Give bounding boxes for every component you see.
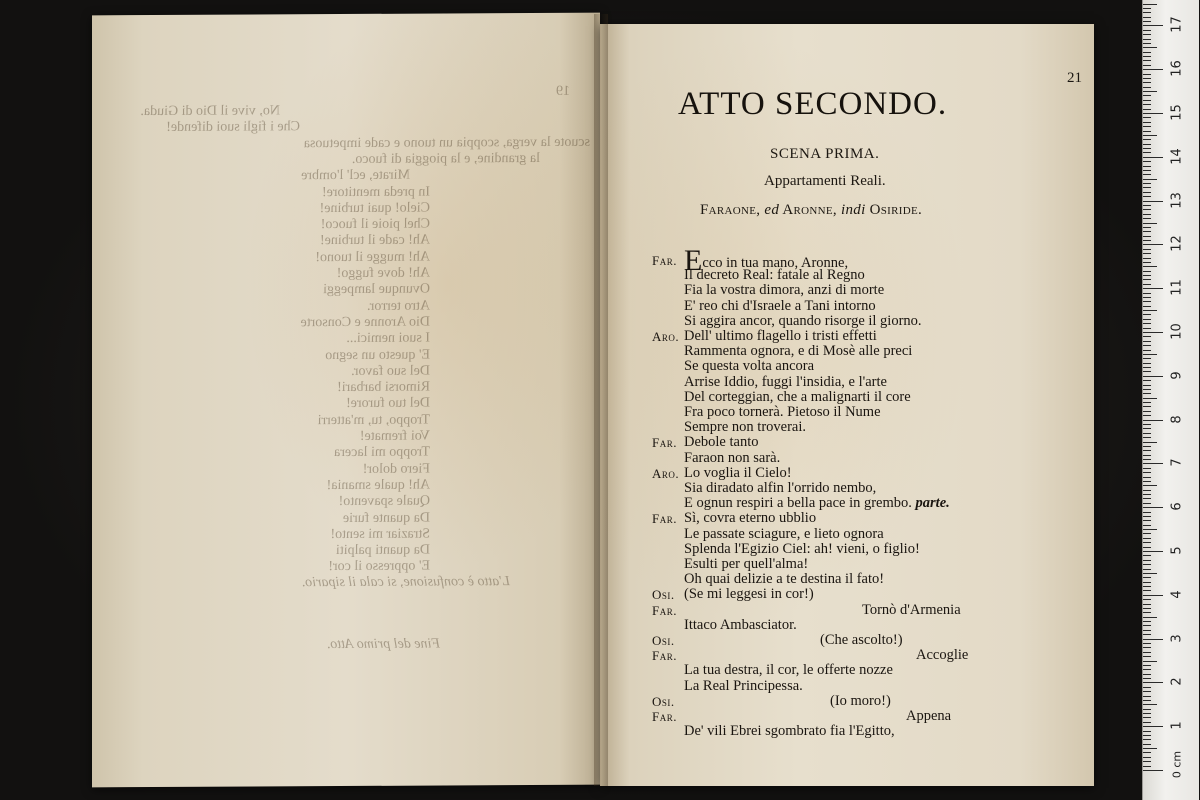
- ruler-tick: [1143, 516, 1151, 517]
- verse-line: [820, 632, 903, 649]
- ruler-tick: [1143, 69, 1163, 70]
- ruler-tick: [1143, 744, 1151, 745]
- ruler-tick: [1143, 131, 1151, 132]
- verse-text: Sempre non troverai.: [684, 419, 807, 436]
- verse-text: Si aggira ancor, quando risorge il giorno.: [684, 312, 922, 329]
- speaker-label: Far.: [652, 253, 677, 268]
- bleed-act-end: Fine del primo Atto.: [326, 636, 440, 653]
- ruler-tick: [1143, 192, 1151, 193]
- ruler-tick: [1143, 223, 1157, 224]
- ruler-tick: [1143, 770, 1163, 771]
- bleed-line: Dio Aronne e Consorte: [300, 314, 430, 331]
- ruler-number: 6: [1169, 502, 1185, 511]
- ruler-tick: [1143, 433, 1151, 434]
- ruler-tick: [1143, 402, 1151, 403]
- verse-text: Ittaco Ambasciator.: [684, 616, 797, 633]
- ruler-tick: [1143, 157, 1163, 158]
- bleed-line: Del tuo furore!: [346, 395, 430, 412]
- bleed-line: Ah! quale smania!: [326, 477, 430, 493]
- ruler-tick: [1143, 643, 1151, 644]
- ruler-tick: [1143, 196, 1151, 197]
- ruler-tick: [1143, 761, 1151, 762]
- verse-text: La tua destra, il cor, le offerte nozze: [684, 662, 893, 679]
- ruler-tick: [1143, 231, 1151, 232]
- ruler-tick: [1143, 582, 1151, 583]
- ruler-tick: [1143, 687, 1151, 688]
- ruler-tick: [1143, 385, 1151, 386]
- bleed-line: E' questo un segno: [325, 347, 430, 363]
- ruler-tick: [1143, 731, 1151, 732]
- ruler-tick: [1143, 249, 1151, 250]
- characters-ed: ed: [764, 202, 780, 218]
- ruler-tick: [1143, 766, 1151, 767]
- verse-text: Fra poco tornerà. Pietoso il Nume: [684, 404, 881, 420]
- ruler-tick: [1143, 367, 1151, 368]
- ruler-tick: [1143, 669, 1151, 670]
- ruler-tick: [1143, 608, 1151, 609]
- verse-text: (Che ascolto!): [820, 632, 903, 648]
- verse-text: Faraon non sarà.: [684, 449, 781, 466]
- measuring-ruler: [1142, 0, 1199, 800]
- verse-text: Le passate sciagure, e lieto ognora: [684, 525, 884, 542]
- ruler-tick: [1143, 459, 1151, 460]
- ruler-tick: [1143, 74, 1151, 75]
- bleed-line: No, vive il Dio di Giuda.: [140, 103, 280, 120]
- ruler-tick: [1143, 696, 1151, 697]
- ruler-tick: [1143, 82, 1151, 83]
- bleed-through-text: [92, 13, 600, 788]
- bleed-line: Del suo favor.: [351, 363, 430, 379]
- ruler-tick: [1143, 569, 1151, 570]
- ruler-tick: [1143, 336, 1151, 337]
- ruler-tick: [1143, 87, 1151, 88]
- ruler-tick: [1143, 205, 1151, 206]
- ruler-tick: [1143, 354, 1157, 355]
- ruler-unit-label: 0 cm: [1170, 750, 1184, 779]
- ruler-tick: [1143, 95, 1151, 96]
- ruler-tick: [1143, 253, 1151, 254]
- ruler-tick: [1143, 8, 1151, 9]
- characters-comma: ,: [756, 202, 765, 218]
- ruler-tick: [1143, 43, 1151, 44]
- bleed-line: Troppo mi lacera: [334, 444, 430, 461]
- ruler-tick: [1143, 109, 1151, 110]
- ruler-tick: [1143, 748, 1157, 749]
- bleed-line: Quale spavento!: [338, 493, 430, 510]
- verse-line: [916, 647, 968, 664]
- ruler-tick: [1143, 144, 1151, 145]
- bleed-line: Da quanti palpiti: [335, 542, 430, 559]
- ruler-number: 13: [1169, 191, 1185, 209]
- bleed-line: Ovunque lampeggi: [323, 281, 430, 298]
- ruler-tick: [1143, 113, 1163, 114]
- ruler-tick: [1143, 674, 1151, 675]
- ruler-tick: [1143, 691, 1151, 692]
- ruler-tick: [1143, 183, 1151, 184]
- ruler-number: 1: [1169, 721, 1185, 730]
- ruler-tick: [1143, 288, 1163, 289]
- ruler-tick: [1143, 187, 1151, 188]
- ruler-tick: [1143, 639, 1163, 640]
- bleed-line: Da quante furie: [342, 510, 430, 526]
- ruler-number: 7: [1169, 458, 1185, 468]
- ruler-tick: [1143, 179, 1157, 180]
- ruler-number: 2: [1169, 677, 1185, 687]
- ruler-tick: [1143, 590, 1151, 591]
- ruler-tick: [1143, 529, 1157, 530]
- ruler-tick: [1143, 512, 1151, 513]
- ruler-tick: [1143, 490, 1151, 491]
- ruler-tick: [1143, 201, 1163, 202]
- ruler-tick: [1143, 25, 1163, 26]
- left-page-number: 19: [556, 83, 570, 99]
- ruler-tick: [1143, 139, 1151, 140]
- ruler-tick: [1143, 328, 1151, 329]
- speaker-label: Far.: [652, 435, 677, 451]
- ruler-tick: [1143, 520, 1151, 521]
- verse-text: Fia la vostra dimora, anzi di morte: [684, 282, 885, 299]
- ruler-tick: [1143, 442, 1157, 443]
- ruler-tick: [1143, 91, 1157, 92]
- ruler-tick: [1143, 174, 1151, 175]
- ruler-tick: [1143, 678, 1151, 679]
- ruler-tick: [1143, 376, 1163, 377]
- bleed-line: Atro terror.: [367, 298, 430, 314]
- ruler-tick: [1143, 722, 1151, 723]
- verse-text: Appena: [906, 708, 952, 724]
- verse-text: Sì, covra eterno ubblio: [684, 510, 817, 527]
- ruler-tick: [1143, 135, 1157, 136]
- bleed-line: Mirate, ecl' l'ombre: [301, 167, 410, 184]
- dialogue-text: [600, 24, 1094, 786]
- verse-line: [684, 586, 814, 603]
- character-aronne: Aronne,: [779, 202, 841, 218]
- bleed-line: I suoi nemici...: [346, 330, 430, 347]
- act-title: ATTO SECONDO.: [678, 86, 948, 122]
- ruler-tick: [1143, 148, 1151, 149]
- ruler-number: 4: [1169, 590, 1185, 599]
- verse-text: Il decreto Real: fatale al Regno: [684, 267, 865, 284]
- verse-text: E ognun respiri a bella pace in grembo.: [684, 495, 912, 512]
- ruler-tick: [1143, 279, 1151, 280]
- bleed-line: la grandine, e la pioggia di fuoco.: [351, 150, 540, 167]
- ruler-tick: [1143, 56, 1151, 57]
- verse-line: [684, 617, 797, 634]
- verse-text: La Real Principessa.: [684, 677, 803, 694]
- ruler-tick: [1143, 65, 1151, 66]
- ruler-number: 14: [1169, 148, 1185, 165]
- ruler-tick: [1143, 630, 1151, 631]
- ruler-tick: [1143, 455, 1151, 456]
- speaker-label: Aro.: [652, 329, 680, 344]
- ruler-number: 3: [1169, 633, 1185, 643]
- ruler-tick: [1143, 271, 1151, 272]
- ruler-tick: [1143, 275, 1151, 276]
- ruler-tick: [1143, 332, 1163, 333]
- open-book: [88, 14, 1098, 786]
- bleed-line: Straziar mi sento!: [330, 526, 430, 542]
- ruler-tick: [1143, 52, 1151, 53]
- ruler-tick: [1143, 472, 1151, 473]
- verse-text: Oh quai delizie a te destina il fato!: [684, 571, 885, 588]
- ruler-tick: [1143, 393, 1151, 394]
- ruler-tick: [1143, 551, 1163, 552]
- stage-direction: parte.: [911, 495, 950, 512]
- ruler-tick: [1143, 380, 1151, 381]
- ruler-tick: [1143, 244, 1163, 245]
- ruler-tick: [1143, 12, 1151, 13]
- ruler-tick: [1143, 17, 1151, 18]
- ruler-tick: [1143, 617, 1157, 618]
- ruler-tick: [1143, 625, 1151, 626]
- ruler-tick: [1143, 450, 1151, 451]
- ruler-tick: [1143, 341, 1151, 342]
- ruler-tick: [1143, 117, 1151, 118]
- scene-location: Appartamenti Reali.: [764, 173, 886, 189]
- ruler-tick: [1143, 78, 1151, 79]
- ruler-tick: [1143, 564, 1151, 565]
- bleed-line: Rimorsi barbari!: [337, 379, 430, 396]
- ruler-tick: [1143, 477, 1151, 478]
- ruler-number: 11: [1169, 279, 1185, 296]
- ruler-tick: [1143, 726, 1163, 727]
- ruler-tick: [1143, 604, 1151, 605]
- ruler-tick: [1143, 21, 1151, 22]
- ruler-tick: [1143, 709, 1151, 710]
- ruler-tick: [1143, 717, 1151, 718]
- bleed-line: Ah! mugge il tuono!: [315, 249, 430, 265]
- bleed-line: Troppo, tu, m'atterri: [317, 412, 430, 428]
- ruler-tick: [1143, 218, 1151, 219]
- bleed-line: Ah! cade il turbine!: [319, 232, 430, 249]
- ruler-tick: [1143, 420, 1163, 421]
- bleed-line: E' oppresso il cor!: [328, 558, 430, 575]
- ruler-tick: [1143, 525, 1151, 526]
- ruler-number: 16: [1169, 60, 1185, 77]
- ruler-tick: [1143, 595, 1163, 596]
- ruler-tick: [1143, 661, 1157, 662]
- verse-line: [862, 602, 961, 619]
- ruler-tick: [1143, 586, 1151, 587]
- ruler-tick: [1143, 665, 1151, 666]
- ruler-tick: [1143, 463, 1163, 464]
- ruler-tick: [1143, 538, 1151, 539]
- bleed-line: Ah! dove fuggo!: [336, 265, 430, 282]
- ruler-tick: [1143, 319, 1151, 320]
- ruler-tick: [1143, 314, 1151, 315]
- ruler-tick: [1143, 621, 1151, 622]
- character-osiride: Osiride.: [865, 202, 923, 218]
- verse-text: Dell' ultimo flagello i tristi effetti: [684, 328, 877, 344]
- left-page: [92, 13, 600, 788]
- ruler-tick: [1143, 126, 1151, 127]
- ruler-tick: [1143, 498, 1151, 499]
- ruler-tick: [1143, 533, 1151, 534]
- ruler-tick: [1143, 47, 1157, 48]
- ruler-tick: [1143, 30, 1151, 31]
- ruler-tick: [1143, 713, 1151, 714]
- speaker-label: Aro.: [652, 465, 680, 481]
- bleed-line: In preda mentitore!: [321, 184, 430, 200]
- verse-text: cco in tua mano, Aronne,: [702, 255, 849, 271]
- speaker-label: Osi.: [652, 587, 675, 603]
- ruler-tick: [1143, 634, 1151, 635]
- ruler-tick: [1143, 757, 1151, 758]
- ruler-tick: [1143, 227, 1151, 228]
- ruler-tick: [1143, 345, 1151, 346]
- verse-line: [830, 693, 891, 710]
- bleed-line: Voi fremate!: [359, 428, 430, 444]
- ruler-number: 9: [1169, 371, 1185, 380]
- ruler-tick: [1143, 428, 1151, 429]
- verse-text: Accoglie: [916, 647, 969, 664]
- speaker-label: Osi.: [652, 633, 675, 648]
- ruler-tick: [1143, 104, 1151, 105]
- ruler-tick: [1143, 415, 1151, 416]
- ruler-tick: [1143, 485, 1157, 486]
- ruler-tick: [1143, 577, 1151, 578]
- ruler-tick: [1143, 560, 1151, 561]
- verse-text: Splenda l'Egizio Ciel: ah! vieni, o figlio!: [684, 540, 920, 557]
- ruler-tick: [1143, 547, 1151, 548]
- verse-text: Se questa volta ancora: [684, 358, 815, 375]
- ruler-tick: [1143, 214, 1151, 215]
- ruler-tick: [1143, 323, 1151, 324]
- ruler-tick: [1143, 266, 1157, 267]
- right-page-number: 21: [1067, 70, 1082, 86]
- ruler-tick: [1143, 209, 1151, 210]
- ruler-tick: [1143, 700, 1151, 701]
- ruler-tick: [1143, 437, 1151, 438]
- ruler-number: 10: [1169, 323, 1185, 340]
- verse-text: E' reo chi d'Israele a Tani intorno: [684, 297, 876, 314]
- ruler-tick: [1143, 371, 1151, 372]
- verse-text: Sia diradato alfin l'orrido nembo,: [684, 480, 877, 496]
- ruler-tick: [1143, 262, 1151, 263]
- ruler-tick: [1143, 682, 1163, 683]
- ruler-tick: [1143, 161, 1151, 162]
- ruler-tick: [1143, 306, 1151, 307]
- ruler-number: 15: [1169, 104, 1185, 121]
- verse-line: [906, 708, 951, 725]
- ruler-number: 8: [1169, 414, 1185, 424]
- ruler-tick: [1143, 389, 1151, 390]
- verse-text: (Io moro!): [830, 692, 891, 709]
- ruler-tick: [1143, 398, 1157, 399]
- ruler-tick: [1143, 599, 1151, 600]
- ruler-tick: [1143, 481, 1151, 482]
- verse-line: [684, 678, 803, 695]
- speaker-label: Far.: [652, 602, 677, 618]
- ruler-tick: [1143, 39, 1151, 40]
- bleed-line: Chel pioie il fuoco!: [320, 216, 430, 233]
- verse-text: Esulti per quell'alma!: [684, 556, 809, 572]
- verse-line: [684, 723, 895, 740]
- speaker-label: Far.: [652, 648, 677, 664]
- ruler-tick: [1143, 507, 1163, 508]
- ruler-tick: [1143, 411, 1151, 412]
- bleed-line: Cielo! quai turbine!: [319, 200, 430, 216]
- ruler-tick: [1143, 647, 1151, 648]
- ruler-tick: [1143, 739, 1151, 740]
- ruler-tick: [1143, 236, 1151, 237]
- ruler-tick: [1143, 284, 1151, 285]
- ruler-tick: [1143, 350, 1151, 351]
- book-gutter: [594, 14, 608, 786]
- scene-title: SCENA PRIMA.: [770, 146, 880, 162]
- ruler-tick: [1143, 166, 1151, 167]
- ruler-tick: [1143, 258, 1151, 259]
- bleed-line: Che i figli suoi difende!: [166, 119, 300, 136]
- ruler-tick: [1143, 468, 1151, 469]
- ruler-tick: [1143, 612, 1151, 613]
- verse-text: (Se mi leggesi in cor!): [684, 586, 814, 603]
- speaker-label: Osi.: [652, 693, 675, 709]
- ruler-tick: [1143, 752, 1151, 753]
- ruler-tick: [1143, 704, 1157, 705]
- ruler-tick: [1143, 555, 1151, 556]
- ruler-number: 5: [1169, 546, 1185, 555]
- ruler-tick: [1143, 735, 1151, 736]
- bleed-line: scuote la verga, scoppia un tuono e cade impetuosa: [303, 134, 590, 151]
- ruler-tick: [1143, 60, 1151, 61]
- ruler-tick: [1143, 503, 1151, 504]
- verse-text: Lo voglia il Cielo!: [684, 464, 792, 481]
- speaker-label: Far.: [652, 709, 677, 724]
- ruler-number: 12: [1169, 235, 1185, 253]
- ruler-tick: [1143, 363, 1151, 364]
- verse-text: Arrise Iddio, fuggi l'insidia, e l'arte: [684, 373, 887, 390]
- ruler-tick: [1143, 424, 1151, 425]
- ruler-tick: [1143, 293, 1151, 294]
- ruler-tick: [1143, 170, 1151, 171]
- bleed-line: Fiero dolor!: [362, 461, 430, 477]
- ruler-tick: [1143, 446, 1151, 447]
- verse-text: Del corteggian, che a malignarti il core: [684, 388, 911, 405]
- ruler-tick: [1143, 4, 1157, 5]
- ruler-tick: [1143, 301, 1151, 302]
- right-page: [600, 24, 1094, 786]
- ruler-tick: [1143, 494, 1151, 495]
- ruler-tick: [1143, 152, 1151, 153]
- ruler-tick: [1143, 122, 1151, 123]
- character-faraone: Faraone: [700, 202, 757, 218]
- ruler-tick: [1143, 573, 1157, 574]
- ruler-tick: [1143, 297, 1151, 298]
- verse-text: Rammenta ognora, e di Mosè alle preci: [684, 343, 913, 360]
- ruler-tick: [1143, 310, 1157, 311]
- characters-indi: indi: [841, 202, 866, 218]
- verse-text: Tornò d'Armenia: [862, 601, 961, 618]
- ruler-tick: [1143, 652, 1151, 653]
- ruler-tick: [1143, 656, 1151, 657]
- ruler-number: 17: [1169, 16, 1185, 34]
- ruler-tick: [1143, 542, 1151, 543]
- drop-cap: E: [684, 244, 703, 277]
- bleed-stage-direction: L'atto è confusione, si cala il sipario.: [301, 574, 510, 591]
- speaker-label: Far.: [652, 511, 677, 527]
- ruler-tick: [1143, 34, 1151, 35]
- ruler-tick: [1143, 358, 1151, 359]
- ruler-tick: [1143, 240, 1151, 241]
- ruler-tick: [1143, 100, 1151, 101]
- verse-text: De' vili Ebrei sgombrato fia l'Egitto,: [684, 723, 895, 740]
- verse-text: Debole tanto: [684, 434, 759, 451]
- ruler-tick: [1143, 406, 1151, 407]
